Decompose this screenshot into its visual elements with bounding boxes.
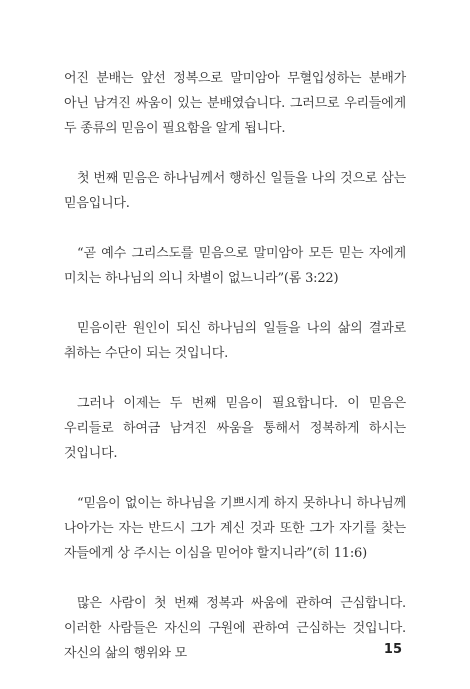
paragraph-faith-means: 믿음이란 원인이 되신 하나님의 일들을 나의 삶의 결과로 취하는 수단이 되는 것입니다. [64,321,406,361]
scripture-quote-hebrews: “믿음이 없이는 하나님을 기쁘시게 하지 못하나니 하나님께 나아가는 자는 반드시 그가 계신 것과 또한 그가 자기를 찾는 자들에게 상 주시는 이심을 믿어야 할지니라”(히 11:6) [64,496,406,561]
body-text [64,66,406,666]
page-number: 15 [383,642,402,657]
paragraph-many-people: 많은 사람이 첫 번째 정복과 싸움에 관하여 근심합니다. 이러한 사람들은 자신의 구원에 관하여 근심하는 것입니다. 자신의 삶의 행위와 모 [64,596,406,661]
scripture-quote-romans: “곧 예수 그리스도를 믿음으로 말미암아 모든 믿는 자에게 미치는 하나님의 의니 차별이 없느니라”(롬 3:22) [64,246,406,286]
paragraph-first-faith: 첫 번째 믿음은 하나님께서 행하신 일들을 나의 것으로 삼는 믿음입니다. [64,171,406,211]
paragraph-second-faith: 그러나 이제는 두 번째 믿음이 필요합니다. 이 믿음은 우리들로 하여금 남겨진 싸움을 통해서 정복하게 하시는 것입니다. [64,396,406,461]
paragraph-continuation: 어진 분배는 앞선 정복으로 말미암아 무혈입성하는 분배가 아닌 남겨진 싸움이 있는 분배였습니다. 그러므로 우리들에게 두 종류의 믿음이 필요함을 알게 됩니다. [64,71,406,136]
